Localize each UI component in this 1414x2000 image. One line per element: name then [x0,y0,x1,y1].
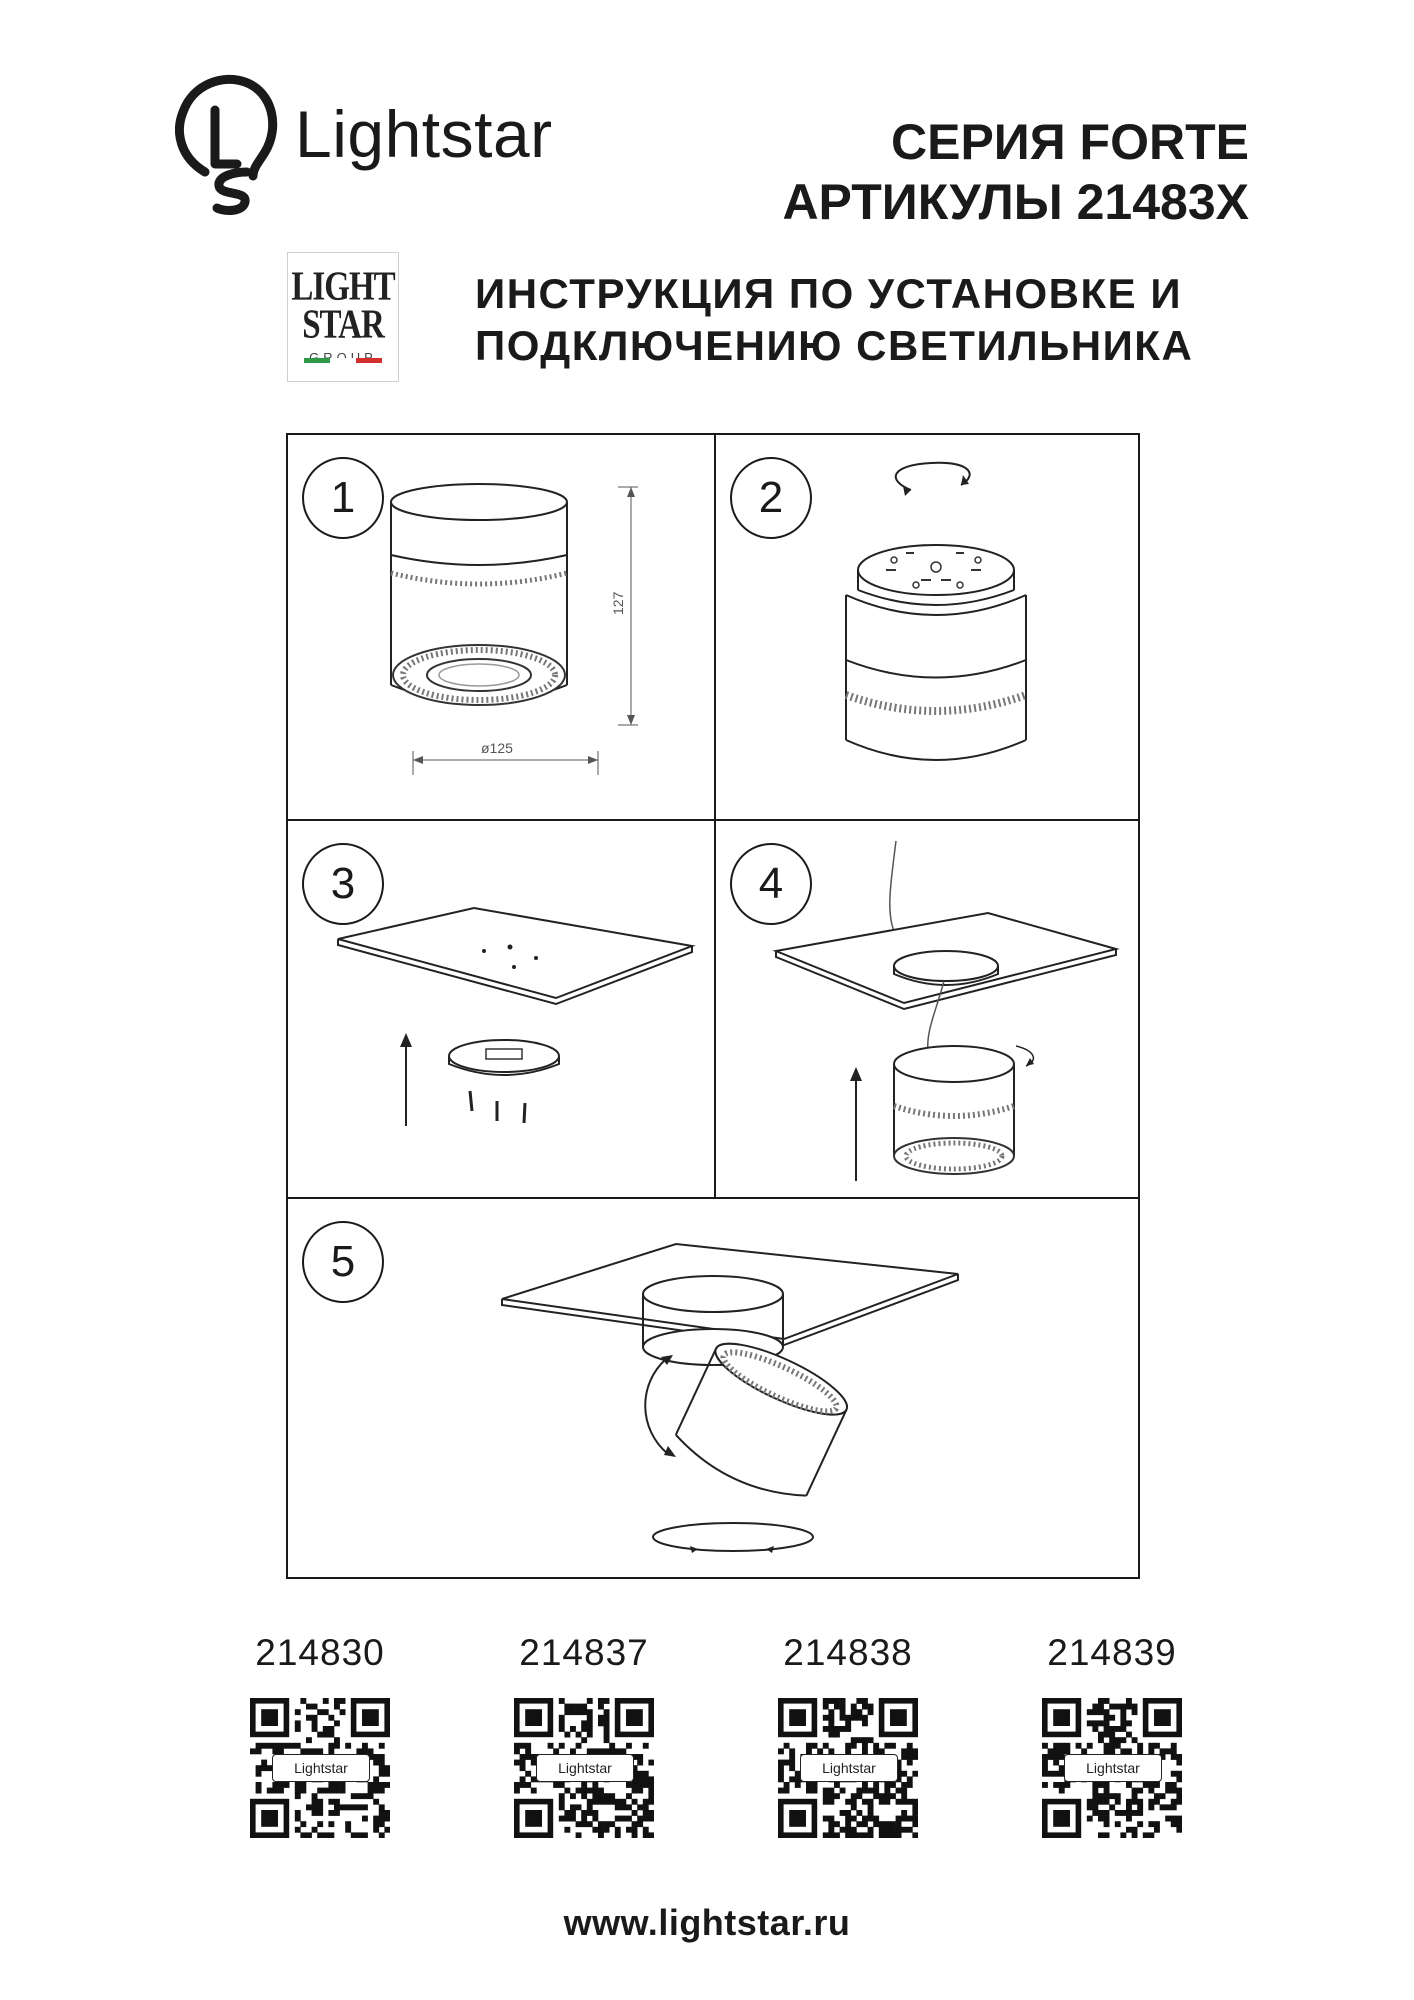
step-number: 5 [302,1221,384,1303]
flag-white [330,358,356,363]
dim-height-label: 127 [610,591,626,615]
lightbulb-ls-icon [175,72,285,222]
article-code: 214837 [519,1632,649,1673]
qr-code[interactable] [778,1698,918,1838]
brand-logo [175,72,635,222]
step-5-panel [286,1197,1140,1579]
qr-label: Lightstar [800,1754,898,1782]
italian-flag-stripe [304,358,382,363]
qr-label: Lightstar [536,1754,634,1782]
badge-line-1: LIGHT [291,264,395,310]
article-code: 214830 [255,1632,385,1673]
series-name: СЕРИЯ FORTE [890,114,1249,170]
series-info [782,112,1249,232]
article-code: 214838 [783,1632,913,1673]
badge-line-2: STAR [302,302,384,348]
article-item [1027,1632,1197,1776]
qr-code[interactable] [514,1698,654,1838]
step-number: 2 [730,457,812,539]
qr-code[interactable] [250,1698,390,1838]
article-codes [235,1632,1195,1852]
brand-name: Lightstar [295,97,553,171]
qr-label: Lightstar [272,1754,370,1782]
step-2-panel [714,433,1140,821]
fixture-adjustment-drawing [288,1199,1142,1581]
lightstar-group-badge [287,252,399,382]
article-code: 214839 [1047,1632,1177,1673]
website-link[interactable]: www.lightstar.ru [563,1902,851,1943]
step-3-panel [286,819,716,1199]
instruction-steps [286,433,1140,1579]
qr-code[interactable] [1042,1698,1182,1838]
dim-diameter-label: ø125 [481,740,513,756]
article-item [235,1632,405,1776]
step-number: 4 [730,843,812,925]
step-number: 1 [302,457,384,539]
title-line-2: ПОДКЛЮЧЕНИЮ СВЕТИЛЬНИКА [475,322,1194,369]
article-range: АРТИКУЛЫ 21483Х [782,174,1249,230]
article-item [763,1632,933,1776]
step-1-panel [286,433,716,821]
step-number: 3 [302,843,384,925]
article-item [499,1632,669,1776]
qr-label: Lightstar [1064,1754,1162,1782]
flag-red [356,358,382,363]
page-title [475,268,1193,372]
title-line-1: ИНСТРУКЦИЯ ПО УСТАНОВКЕ И [475,270,1183,317]
flag-green [304,358,330,363]
step-4-panel [714,819,1140,1199]
